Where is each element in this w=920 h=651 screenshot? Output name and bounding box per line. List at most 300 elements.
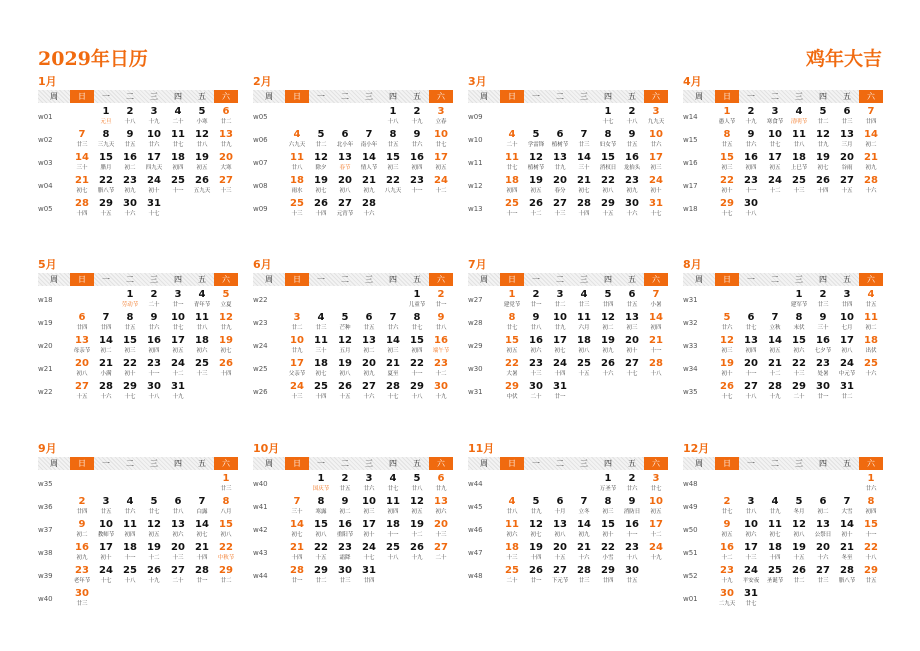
day-number: 28 <box>864 175 878 186</box>
day-cell <box>715 496 739 519</box>
day-cell <box>524 152 548 175</box>
day-number: 13 <box>553 152 567 163</box>
day-cell <box>166 519 190 542</box>
lunar-label: 三九天 <box>97 142 115 148</box>
day-cell <box>166 565 190 588</box>
day-number: 22 <box>219 542 233 553</box>
lunar-label: 初九 <box>626 188 638 194</box>
day-cell <box>859 175 883 198</box>
week-number: w35 <box>38 480 53 488</box>
day-cell <box>644 358 668 381</box>
day-cell <box>739 381 763 404</box>
weekday-label: 五 <box>198 92 206 101</box>
lunar-label: 腊八节 <box>838 578 856 584</box>
day-cell <box>405 381 429 404</box>
week-row <box>683 129 883 152</box>
week-number: w22 <box>38 388 53 396</box>
day-cell <box>214 106 238 129</box>
week-rows <box>253 473 453 588</box>
day-cell <box>214 129 238 152</box>
day-cell <box>644 198 668 221</box>
lunar-label: 廿一 <box>554 394 566 400</box>
lunar-label: 初二 <box>865 142 877 148</box>
day-number: 7 <box>102 312 110 323</box>
day-number: 2 <box>437 289 445 300</box>
day-cell <box>166 175 190 198</box>
lunar-label: 初三 <box>721 165 733 171</box>
week-number: w19 <box>38 319 53 327</box>
lunar-label: 初三 <box>650 165 662 171</box>
day-number: 14 <box>195 519 209 530</box>
day-number: 19 <box>601 335 615 346</box>
day-cell <box>739 496 763 519</box>
day-number: 5 <box>795 496 803 507</box>
lunar-label: 廿二 <box>220 578 232 584</box>
week-row <box>683 106 883 129</box>
day-cell <box>429 312 453 335</box>
lunar-label: 二十 <box>172 119 184 125</box>
lunar-label: 廿二 <box>817 119 829 125</box>
day-number: 21 <box>577 175 591 186</box>
lunar-label: 十九 <box>721 578 733 584</box>
lunar-label: 十四 <box>76 211 88 217</box>
day-number: 2 <box>413 106 421 117</box>
day-number: 24 <box>290 381 304 392</box>
weekday-label: 三 <box>150 459 158 468</box>
lunar-label: 初二 <box>339 509 351 515</box>
week-rows <box>253 289 453 404</box>
month-block <box>38 257 238 404</box>
day-number: 8 <box>126 312 134 323</box>
day-cell <box>763 129 787 152</box>
day-number: 10 <box>362 496 376 507</box>
lunar-label: 廿七 <box>506 325 518 331</box>
day-cell <box>787 175 811 198</box>
lunar-label: 白露 <box>196 509 208 515</box>
day-cell <box>739 289 763 312</box>
day-cell <box>333 335 357 358</box>
lunar-label: 初八 <box>339 188 351 194</box>
day-cell <box>190 106 214 129</box>
day-number: 20 <box>362 358 376 369</box>
day-number: 30 <box>625 198 639 209</box>
week-row <box>468 175 668 198</box>
weekday-label: 五 <box>628 92 636 101</box>
day-cell <box>715 312 739 335</box>
lunar-label: 廿七 <box>745 601 757 607</box>
day-cell <box>405 358 429 381</box>
week-number: w51 <box>683 549 698 557</box>
day-cell <box>596 519 620 542</box>
day-number: 25 <box>864 358 878 369</box>
weekday-label: 一 <box>317 459 325 468</box>
day-cell <box>739 175 763 198</box>
day-number: 10 <box>147 129 161 140</box>
day-cell <box>285 312 309 335</box>
week-row <box>253 129 453 152</box>
weekday-label: 周 <box>265 459 273 468</box>
weekday-label: 日 <box>500 90 524 103</box>
month-block <box>38 441 238 611</box>
week-row <box>253 289 453 312</box>
day-cell <box>739 358 763 381</box>
day-cell <box>142 129 166 152</box>
day-cell <box>620 496 644 519</box>
day-cell <box>357 106 381 129</box>
day-cell <box>285 152 309 175</box>
lunar-label: 三十 <box>291 509 303 515</box>
weekday-header <box>253 273 453 286</box>
day-number: 25 <box>386 542 400 553</box>
lunar-label: 腊八节 <box>97 188 115 194</box>
day-number: 23 <box>625 175 639 186</box>
lunar-label: 廿六 <box>626 486 638 492</box>
week-number: w18 <box>683 205 698 213</box>
week-number: w29 <box>468 342 483 350</box>
week-number: w31 <box>468 388 483 396</box>
lunar-label: 初七 <box>769 532 781 538</box>
week-number: w50 <box>683 526 698 534</box>
week-number: w27 <box>468 296 483 304</box>
week-row <box>683 289 883 312</box>
day-cell <box>166 381 190 404</box>
lunar-label: 廿六 <box>124 509 136 515</box>
day-number: 17 <box>840 335 854 346</box>
day-number: 28 <box>195 565 209 576</box>
day-cell <box>333 198 357 221</box>
day-cell <box>500 358 524 381</box>
lunar-label: 十五 <box>76 394 88 400</box>
day-cell <box>285 519 309 542</box>
day-cell <box>859 152 883 175</box>
day-cell <box>166 335 190 358</box>
lunar-label: 十一 <box>626 532 638 538</box>
lunar-label: 十一 <box>865 532 877 538</box>
weekday-label: 一 <box>532 275 540 284</box>
lunar-label: 消权日 <box>599 165 617 171</box>
day-cell <box>596 473 620 496</box>
day-number: 4 <box>508 496 516 507</box>
lunar-label: 平安夜 <box>742 578 760 584</box>
lunar-label: 廿八 <box>530 325 542 331</box>
day-number: 13 <box>219 129 233 140</box>
day-cell <box>357 175 381 198</box>
day-number: 13 <box>171 519 185 530</box>
day-cell <box>142 358 166 381</box>
week-row <box>683 496 883 519</box>
lunar-label: 廿二 <box>315 578 327 584</box>
day-number: 11 <box>123 519 137 530</box>
lunar-label: 初七 <box>315 371 327 377</box>
day-cell <box>429 358 453 381</box>
day-number: 23 <box>75 565 89 576</box>
weekday-header <box>683 273 883 286</box>
day-cell <box>620 542 644 565</box>
day-cell <box>548 152 572 175</box>
weekday-label: 四 <box>174 275 182 284</box>
day-number: 24 <box>744 565 758 576</box>
month-name: 6月 <box>253 258 272 271</box>
day-number: 29 <box>601 198 615 209</box>
weekday-header <box>683 90 883 103</box>
day-number: 31 <box>649 198 663 209</box>
lunar-label: 初三 <box>124 348 136 354</box>
week-row <box>683 312 883 335</box>
week-row <box>38 473 238 496</box>
lunar-label: 廿四 <box>865 119 877 125</box>
day-cell <box>166 358 190 381</box>
day-cell <box>405 152 429 175</box>
lunar-label: 十二 <box>769 188 781 194</box>
day-cell <box>118 542 142 565</box>
day-number: 18 <box>386 519 400 530</box>
lunar-label: 十九 <box>172 394 184 400</box>
day-number: 25 <box>123 565 137 576</box>
day-cell <box>811 198 835 221</box>
lunar-label: 廿八 <box>196 142 208 148</box>
day-number: 24 <box>649 542 663 553</box>
day-number: 5 <box>222 289 230 300</box>
weekday-label: 四 <box>819 92 827 101</box>
lunar-label: 十三 <box>172 555 184 561</box>
day-number: 1 <box>389 106 397 117</box>
lunar-label: 初四 <box>148 348 160 354</box>
lunar-label: 廿五 <box>626 578 638 584</box>
day-cell <box>548 106 572 129</box>
day-cell <box>309 106 333 129</box>
day-cell <box>548 289 572 312</box>
day-number: 24 <box>362 542 376 553</box>
lunar-label: 廿一 <box>291 578 303 584</box>
day-number: 29 <box>99 198 113 209</box>
lunar-label: 大寒 <box>220 165 232 171</box>
weekday-label: 二 <box>771 275 779 284</box>
weekday-label: 四 <box>174 92 182 101</box>
day-cell <box>118 381 142 404</box>
day-cell <box>739 129 763 152</box>
lunar-label: 廿四 <box>76 325 88 331</box>
day-cell <box>381 358 405 381</box>
week-number: w30 <box>468 365 483 373</box>
week-row <box>38 335 238 358</box>
day-cell <box>70 588 94 611</box>
day-number: 28 <box>386 381 400 392</box>
day-number: 12 <box>147 519 161 530</box>
day-number: 9 <box>723 519 731 530</box>
day-number: 9 <box>150 312 158 323</box>
lunar-label: 下元节 <box>551 578 569 584</box>
weekday-label: 六 <box>214 273 238 286</box>
week-row <box>38 542 238 565</box>
day-number: 18 <box>171 152 185 163</box>
day-number: 25 <box>171 175 185 186</box>
month-block <box>253 257 453 404</box>
day-number: 29 <box>601 565 615 576</box>
lunar-label: 初十 <box>148 188 160 194</box>
month-name: 11月 <box>468 442 495 455</box>
weekday-header <box>468 457 668 470</box>
lunar-label: 十五 <box>554 555 566 561</box>
day-number: 17 <box>649 519 663 530</box>
lunar-label: 初六 <box>196 348 208 354</box>
day-number: 28 <box>649 358 663 369</box>
day-cell <box>214 335 238 358</box>
day-cell <box>142 473 166 496</box>
weekday-label: 周 <box>50 459 58 468</box>
day-cell <box>835 129 859 152</box>
day-cell <box>94 496 118 519</box>
day-number: 29 <box>123 381 137 392</box>
lunar-label: 十四 <box>315 211 327 217</box>
day-cell <box>500 496 524 519</box>
day-cell <box>620 198 644 221</box>
day-number: 3 <box>174 289 182 300</box>
day-number: 4 <box>508 129 516 140</box>
day-cell <box>285 358 309 381</box>
day-number: 4 <box>867 289 875 300</box>
day-cell <box>142 198 166 221</box>
day-cell <box>763 381 787 404</box>
day-cell <box>118 106 142 129</box>
lunar-label: 二十 <box>530 394 542 400</box>
day-cell <box>214 152 238 175</box>
lunar-label: 六九天 <box>288 142 306 148</box>
weekday-label: 一 <box>317 92 325 101</box>
day-cell <box>357 473 381 496</box>
weekday-label: 四 <box>389 459 397 468</box>
lunar-label: 万圣节 <box>599 486 617 492</box>
day-number: 4 <box>126 496 134 507</box>
day-number: 17 <box>434 152 448 163</box>
day-cell <box>811 312 835 335</box>
day-cell <box>190 129 214 152</box>
lunar-label: 十八 <box>148 394 160 400</box>
lunar-label: 十一 <box>506 211 518 217</box>
day-cell <box>285 289 309 312</box>
day-number: 5 <box>341 312 349 323</box>
day-cell <box>548 312 572 335</box>
lunar-label: 二十 <box>148 302 160 308</box>
lunar-label: 十三 <box>506 555 518 561</box>
day-cell <box>285 381 309 404</box>
lunar-label: 植树节 <box>551 142 569 148</box>
lunar-label: 十八 <box>387 119 399 125</box>
day-cell <box>70 381 94 404</box>
day-cell <box>500 152 524 175</box>
day-number: 16 <box>720 542 734 553</box>
day-cell <box>548 565 572 588</box>
lunar-label: 廿三 <box>578 142 590 148</box>
month-block <box>253 74 453 221</box>
day-cell <box>118 519 142 542</box>
lunar-label: 十七 <box>100 578 112 584</box>
day-number: 11 <box>768 519 782 530</box>
weekday-label: 一 <box>102 459 110 468</box>
weekday-label: 二 <box>341 459 349 468</box>
lunar-label: 十六 <box>363 394 375 400</box>
weekday-label: 六 <box>429 273 453 286</box>
day-cell <box>285 335 309 358</box>
day-cell <box>166 129 190 152</box>
day-number: 9 <box>437 312 445 323</box>
lunar-label: 十五 <box>841 188 853 194</box>
weekday-label: 二 <box>341 92 349 101</box>
day-cell <box>859 542 883 565</box>
day-cell <box>763 289 787 312</box>
lunar-label: 十一 <box>650 348 662 354</box>
weekday-label: 三 <box>580 275 588 284</box>
week-number: w52 <box>683 572 698 580</box>
day-cell <box>715 289 739 312</box>
lunar-label: 十一 <box>124 555 136 561</box>
weekday-header <box>468 273 668 286</box>
weekday-label: 六 <box>214 457 238 470</box>
day-cell <box>405 175 429 198</box>
day-number: 29 <box>410 381 424 392</box>
day-number: 29 <box>314 565 328 576</box>
day-cell <box>70 496 94 519</box>
day-number: 20 <box>171 542 185 553</box>
day-cell <box>835 565 859 588</box>
lunar-label: 十五 <box>602 211 614 217</box>
lunar-label: 父亲节 <box>288 371 306 377</box>
week-rows <box>683 289 883 404</box>
day-number: 2 <box>819 289 827 300</box>
week-number: w26 <box>253 388 268 396</box>
day-number: 3 <box>771 106 779 117</box>
lunar-label: 廿一 <box>530 302 542 308</box>
weekday-label: 一 <box>317 275 325 284</box>
lunar-label: 十五 <box>793 555 805 561</box>
day-number: 24 <box>649 175 663 186</box>
day-number: 18 <box>314 358 328 369</box>
day-number: 27 <box>362 381 376 392</box>
day-cell <box>70 198 94 221</box>
day-cell <box>94 473 118 496</box>
day-cell <box>142 519 166 542</box>
lunar-label: 元旦 <box>100 119 112 125</box>
week-row <box>683 335 883 358</box>
day-cell <box>70 358 94 381</box>
day-cell <box>285 106 309 129</box>
day-cell <box>70 175 94 198</box>
lunar-label: 十九 <box>435 394 447 400</box>
day-cell <box>309 542 333 565</box>
day-cell <box>190 312 214 335</box>
day-cell <box>70 312 94 335</box>
lunar-label: 十二 <box>769 371 781 377</box>
lunar-label: 二十 <box>172 578 184 584</box>
lunar-label: 教师节 <box>97 532 115 538</box>
day-cell <box>405 519 429 542</box>
day-number: 24 <box>147 175 161 186</box>
lunar-label: 小满 <box>100 371 112 377</box>
lunar-label: 廿五 <box>363 325 375 331</box>
day-cell <box>548 198 572 221</box>
lunar-label: 十六 <box>124 211 136 217</box>
week-row <box>468 381 668 404</box>
day-cell <box>94 542 118 565</box>
day-number: 14 <box>99 335 113 346</box>
day-cell <box>524 289 548 312</box>
day-cell <box>572 473 596 496</box>
day-number: 22 <box>410 358 424 369</box>
month-name: 5月 <box>38 258 57 271</box>
weekday-header <box>38 273 238 286</box>
lunar-label: 处暑 <box>817 371 829 377</box>
lunar-label: 初八 <box>76 371 88 377</box>
day-cell <box>118 473 142 496</box>
